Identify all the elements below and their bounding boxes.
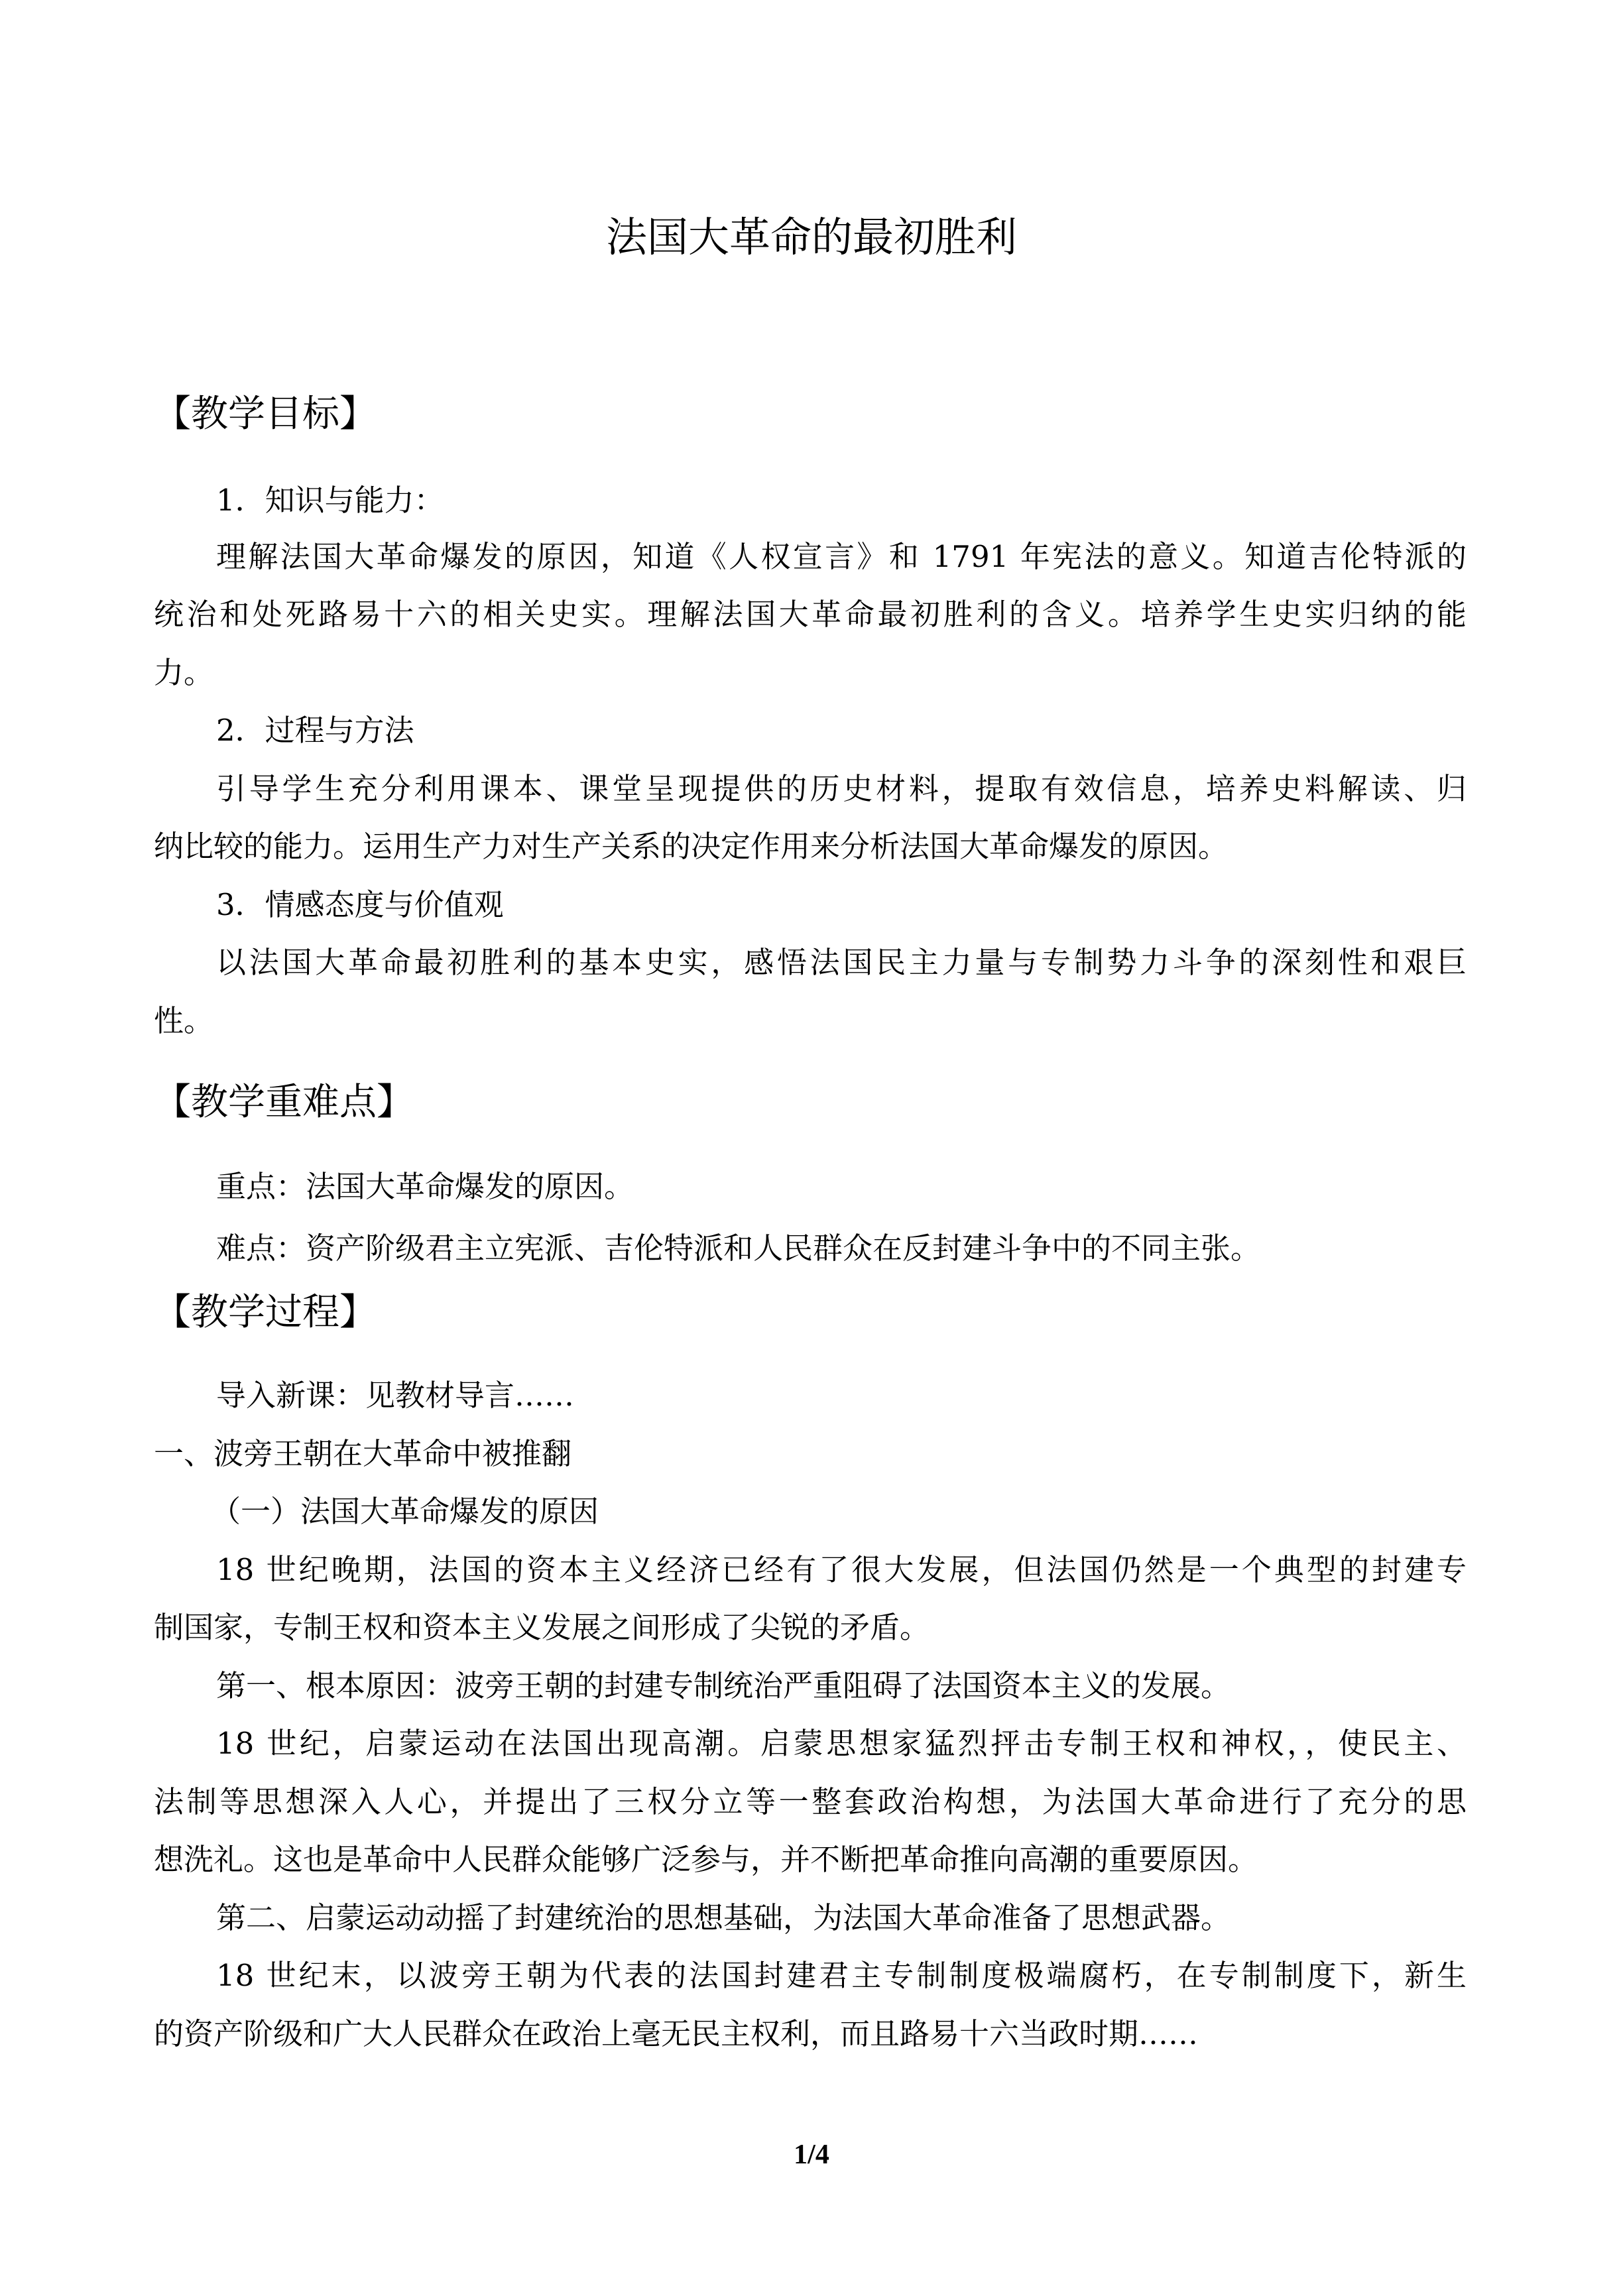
process-line: 想洗礼。这也是革命中人民群众能够广泛参与，并不断把革命推向高潮的重要原因。 [154, 1842, 1258, 1877]
objective-line: 引导学生充分利用课本、课堂呈现提供的历史材料，提取有效信息，培养史料解读、归 [216, 771, 1467, 806]
objective-line: 理解法国大革命爆发的原因，知道《人权宣言》和 1791 年宪法的意义。知道吉伦特派的 [216, 539, 1467, 574]
section-heading-process: 【教学过程】 [154, 1291, 377, 1334]
section-heading-objectives: 【教学目标】 [154, 393, 377, 436]
page-number: 1/4 [794, 2140, 829, 2170]
objective-line: 以法国大革命最初胜利的基本史实，感悟法国民主力量与专制势力斗争的深刻性和艰巨 [216, 945, 1467, 980]
process-line: 法制等思想深入人心，并提出了三权分立等一整套政治构想，为法国大革命进行了充分的思 [154, 1784, 1467, 1819]
section-heading-key-points: 【教学重难点】 [154, 1081, 414, 1124]
objective-line: 力。 [154, 655, 214, 690]
objective-line: 3．情感态度与价值观 [216, 887, 504, 922]
document-title: 法国大革命的最初胜利 [605, 213, 1017, 261]
process-line: 18 世纪晚期，法国的资本主义经济已经有了很大发展，但法国仍然是一个典型的封建专 [216, 1552, 1467, 1587]
process-line: 第一、根本原因：波旁王朝的封建专制统治严重阻碍了法国资本主义的发展。 [216, 1668, 1231, 1703]
objective-line: 统治和处死路易十六的相关史实。理解法国大革命最初胜利的含义。培养学生史实归纳的能 [154, 597, 1467, 632]
process-line: 的资产阶级和广大人民群众在政治上毫无民主权利，而且路易十六当政时期…… [154, 2016, 1199, 2051]
objective-line: 2．过程与方法 [216, 713, 414, 748]
objective-line: 纳比较的能力。运用生产力对生产关系的决定作用来分析法国大革命爆发的原因。 [154, 829, 1229, 864]
process-line: 18 世纪，启蒙运动在法国出现高潮。启蒙思想家猛烈抨击专制王权和神权，，使民主、 [216, 1726, 1467, 1761]
process-line: （一）法国大革命爆发的原因 [211, 1494, 599, 1529]
key-point-line: 重点：法国大革命爆发的原因。 [216, 1169, 634, 1204]
process-line: 第二、启蒙运动动摇了封建统治的思想基础，为法国大革命准备了思想武器。 [216, 1900, 1231, 1935]
key-point-line: 难点：资产阶级君主立宪派、吉伦特派和人民群众在反封建斗争中的不同主张。 [216, 1231, 1261, 1266]
process-line: 18 世纪末，以波旁王朝为代表的法国封建君主专制制度极端腐朽，在专制制度下，新生 [216, 1958, 1467, 1993]
process-line: 一、波旁王朝在大革命中被推翻 [154, 1436, 572, 1471]
process-line: 制国家，专制王权和资本主义发展之间形成了尖锐的矛盾。 [154, 1610, 930, 1645]
objective-line: 性。 [154, 1003, 214, 1038]
objective-line: 1．知识与能力： [216, 483, 444, 518]
process-line: 导入新课：见教材导言…… [216, 1378, 575, 1413]
